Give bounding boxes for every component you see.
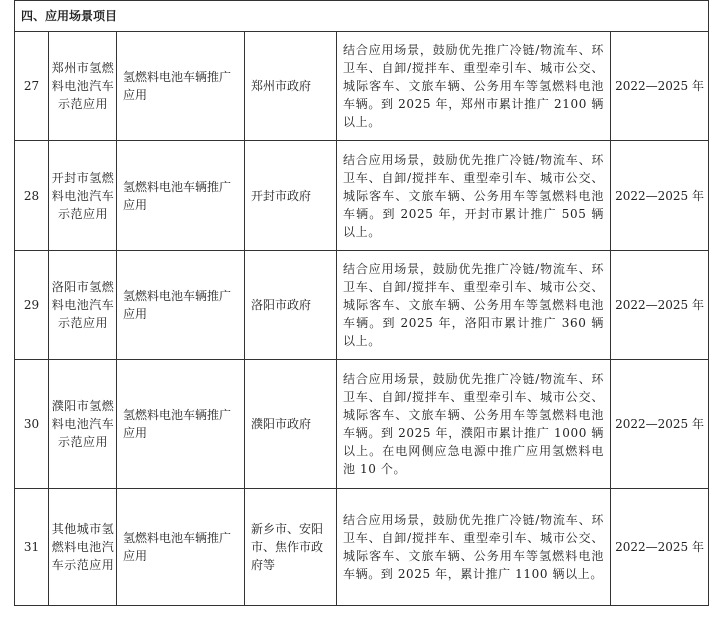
project-type: 氢燃料电池车辆推广应用 xyxy=(117,360,245,489)
row-number: 30 xyxy=(15,360,49,489)
responsible-org: 洛阳市政府 xyxy=(245,251,337,360)
project-name-cell xyxy=(49,141,117,251)
application-scenario-projects-table xyxy=(14,0,709,606)
project-name-cell xyxy=(49,32,117,141)
table-row xyxy=(15,360,709,489)
table-row xyxy=(15,32,709,141)
responsible-org: 濮阳市政府 xyxy=(245,360,337,489)
project-name: 洛阳市氢燃料电池汽车示范应用 xyxy=(51,280,115,330)
responsible-org: 郑州市政府 xyxy=(245,32,337,141)
project-description: 结合应用场景，鼓励优先推广冷链/物流车、环卫车、自卸/搅拌车、重型牵引车、城市公交、城际客车、文旅车辆、公务用车等氢燃料电池车辆。到 2025 年，累计推广 1100 辆以上。 xyxy=(343,513,604,581)
project-period: 2022—2025 年 xyxy=(611,251,709,360)
responsible-org: 开封市政府 xyxy=(245,141,337,251)
project-description: 结合应用场景，鼓励优先推广冷链/物流车、环卫车、自卸/搅拌车、重型牵引车、城市公交、城际客车、文旅车辆、公务用车等氢燃料电池车辆。到 2025 年，开封市累计推广 505 辆以上。 xyxy=(343,152,604,239)
row-number: 27 xyxy=(15,32,49,141)
project-name: 开封市氢燃料电池汽车示范应用 xyxy=(51,170,115,221)
project-name-cell xyxy=(49,489,117,606)
projects-table-wrapper xyxy=(14,0,708,606)
project-type: 氢燃料电池车辆推广应用 xyxy=(117,489,245,606)
project-name-cell xyxy=(49,251,117,360)
project-period: 2022—2025 年 xyxy=(611,360,709,489)
row-number: 29 xyxy=(15,251,49,360)
project-description-cell xyxy=(337,489,611,606)
section-header-row xyxy=(15,1,709,32)
row-number: 31 xyxy=(15,489,49,606)
project-description-cell xyxy=(337,32,611,141)
project-name: 其他城市氢燃料电池汽车示范应用 xyxy=(51,522,115,572)
project-period: 2022—2025 年 xyxy=(611,141,709,251)
responsible-org: 新乡市、安阳市、焦作市政府等 xyxy=(245,489,337,606)
project-type: 氢燃料电池车辆推广应用 xyxy=(117,251,245,360)
table-row xyxy=(15,489,709,606)
project-name: 郑州市氢燃料电池汽车示范应用 xyxy=(51,61,115,111)
project-description: 结合应用场景，鼓励优先推广冷链/物流车、环卫车、自卸/搅拌车、重型牵引车、城市公交、城际客车、文旅车辆、公务用车等氢燃料电池车辆。到 2025 年，洛阳市累计推广 360 辆以上。 xyxy=(343,262,604,348)
project-type: 氢燃料电池车辆推广应用 xyxy=(117,141,245,251)
project-description: 结合应用场景，鼓励优先推广冷链/物流车、环卫车、自卸/搅拌车、重型牵引车、城市公交、城际客车、文旅车辆、公务用车等氢燃料电池车辆。到 2025 年，郑州市累计推广 2100 辆以上。 xyxy=(343,43,604,129)
project-description-cell xyxy=(337,360,611,489)
project-description-cell xyxy=(337,141,611,251)
project-type: 氢燃料电池车辆推广应用 xyxy=(117,32,245,141)
section-title: 四、应用场景项目 xyxy=(15,1,709,32)
project-name-cell xyxy=(49,360,117,489)
project-period: 2022—2025 年 xyxy=(611,489,709,606)
project-name: 濮阳市氢燃料电池汽车示范应用 xyxy=(51,399,115,449)
project-period: 2022—2025 年 xyxy=(611,32,709,141)
table-row xyxy=(15,141,709,251)
table-row xyxy=(15,251,709,360)
row-number: 28 xyxy=(15,141,49,251)
project-description-cell xyxy=(337,251,611,360)
project-description: 结合应用场景，鼓励优先推广冷链/物流车、环卫车、自卸/搅拌车、重型牵引车、城市公交、城际客车、文旅车辆、公务用车等氢燃料电池车辆。到 2025 年，濮阳市累计推广 1000 辆以上。在电网侧应急电源中推广应用氢燃料电池 10 个。 xyxy=(343,372,604,476)
